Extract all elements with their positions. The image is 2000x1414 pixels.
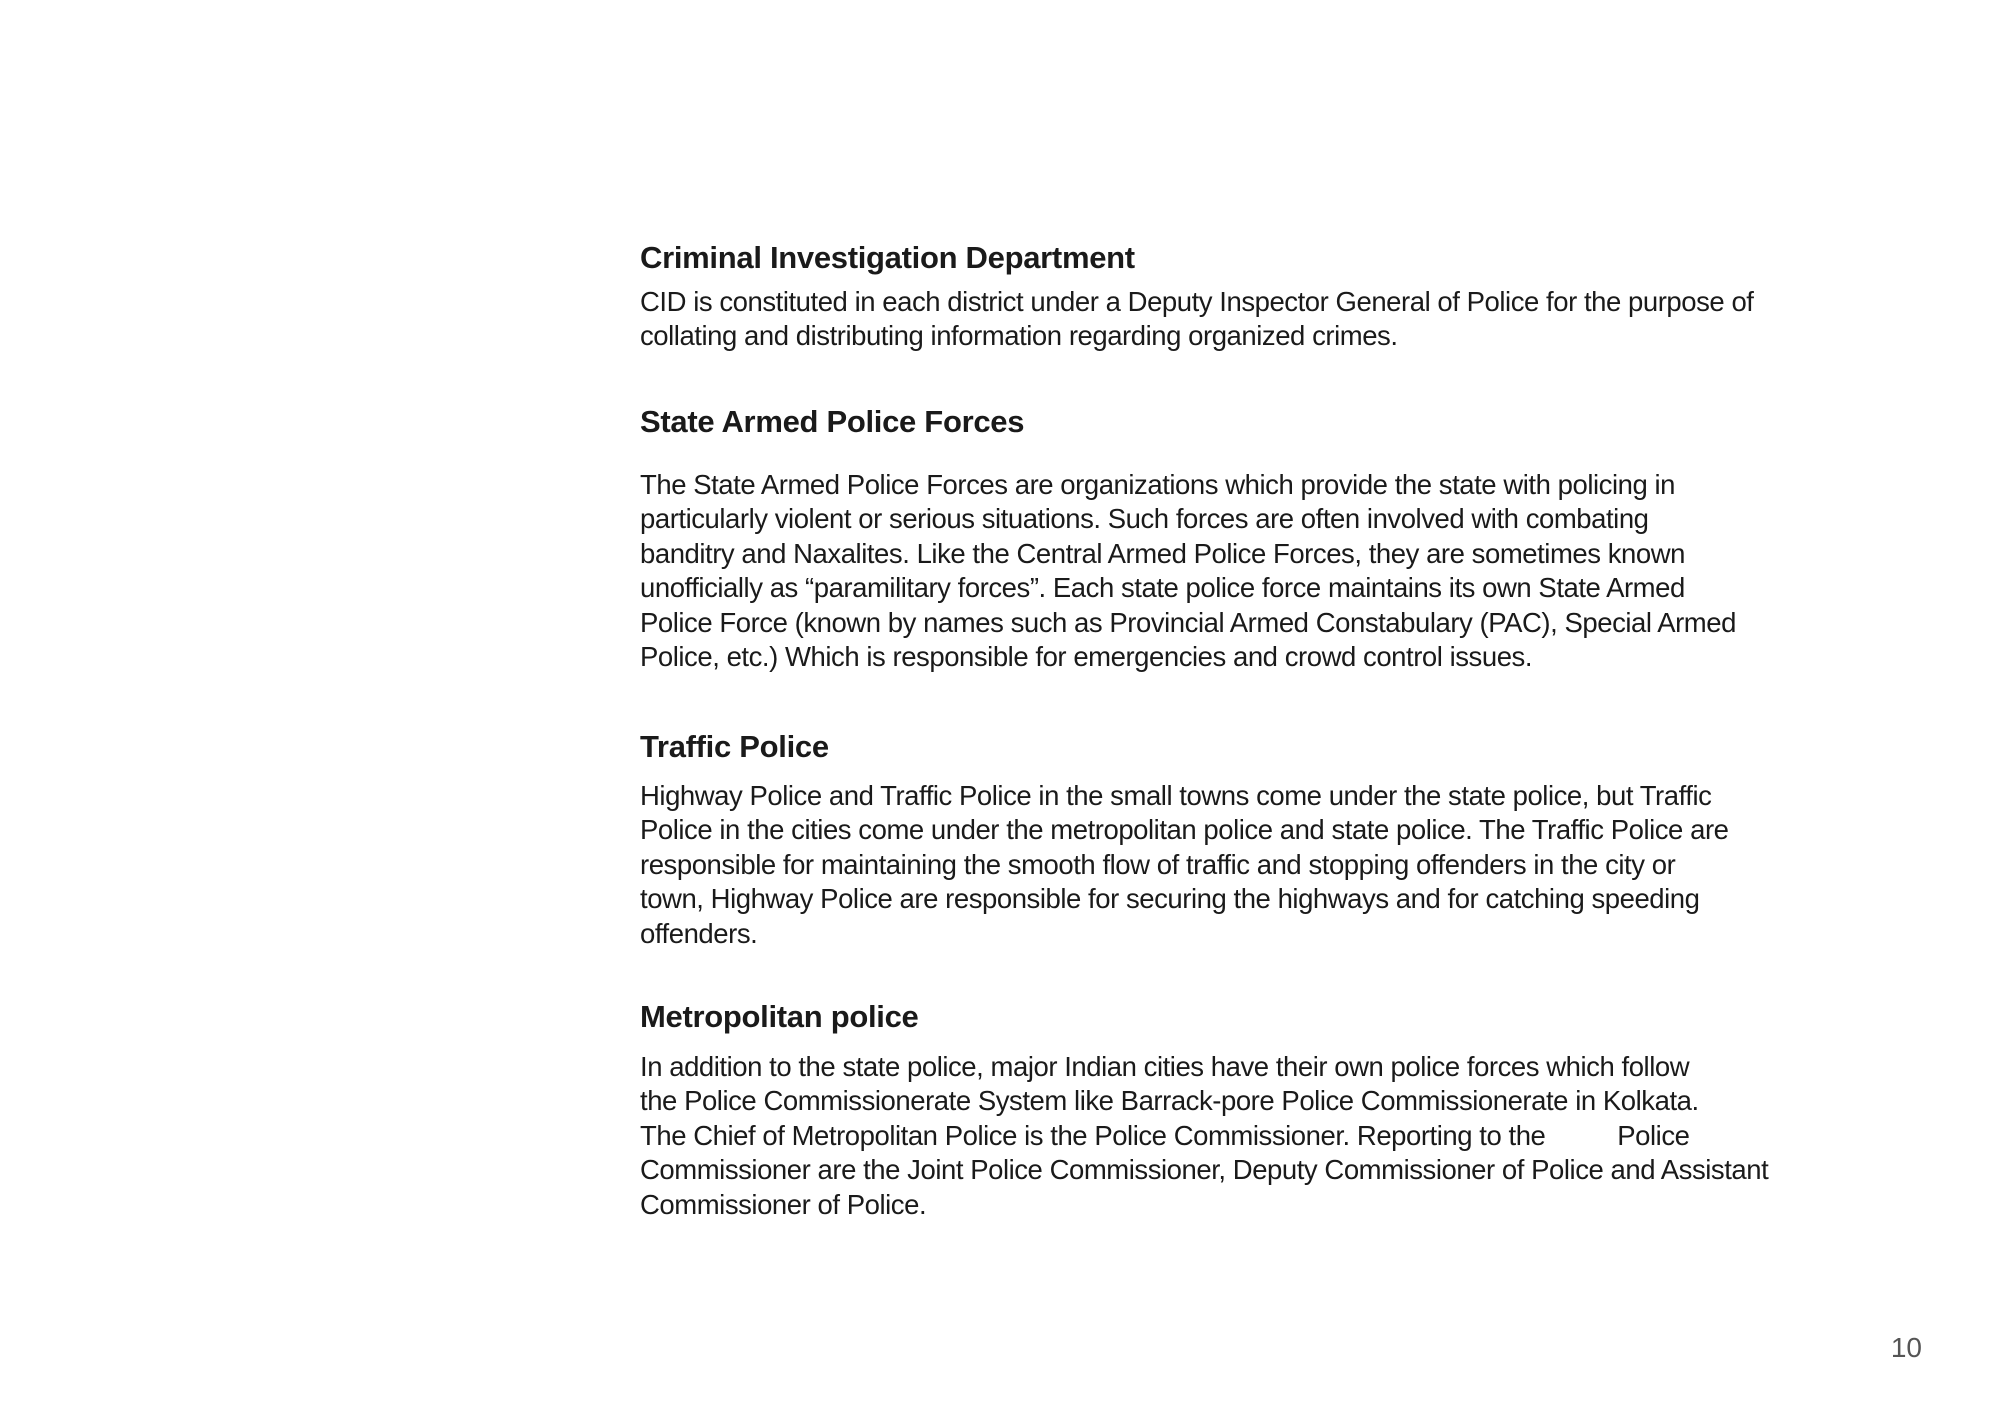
section-paragraph: [640, 468, 1880, 674]
paragraph-line: town, Highway Police are responsible for securing the highways and for catching speeding: [640, 883, 1700, 915]
section-heading: Metropolitan police: [640, 999, 919, 1034]
paragraph-line: particularly violent or serious situations. Such forces are often involved with combating: [640, 503, 1649, 535]
paragraph-line: banditry and Naxalites. Like the Central Armed Police Forces, they are sometimes known: [640, 537, 1685, 569]
section-traffic-police: [640, 727, 1880, 951]
paragraph-line: responsible for maintaining the smooth flow of traffic and stopping offenders in the city or: [640, 848, 1676, 880]
paragraph-line: Police in the cities come under the metropolitan police and state police. The Traffic Police are: [640, 814, 1729, 846]
paragraph-line: the Police Commissionerate System like Barrack-pore Police Commissionerate in Kolkata.: [640, 1085, 1699, 1117]
paragraph-line: Commissioner are the Joint Police Commissioner, Deputy Commissioner of Police and Assistant: [640, 1154, 1769, 1186]
paragraph-line: Commissioner of Police.: [640, 1188, 927, 1220]
page-number: 10: [1890, 1332, 1922, 1363]
section-metropolitan-police: [640, 997, 1880, 1222]
section-heading: State Armed Police Forces: [640, 404, 1025, 439]
paragraph-line: unofficially as “paramilitary forces”. Each state police force maintains its own State Armed: [640, 572, 1685, 604]
section-paragraph: [640, 1050, 1880, 1222]
paragraph-line: Police Force (known by names such as Provincial Armed Constabulary (PAC), Special Armed: [640, 606, 1736, 638]
section-paragraph: [640, 779, 1880, 951]
paragraph-line: The State Armed Police Forces are organizations which provide the state with policing in: [640, 469, 1675, 500]
paragraph-line: In addition to the state police, major Indian cities have their own police forces which follow: [640, 1051, 1690, 1082]
paragraph-line: The Chief of Metropolitan Police is the Police Commissioner. Reporting to the Police: [640, 1119, 1690, 1151]
section-criminal-investigation-department: [640, 238, 1880, 354]
section-heading: Criminal Investigation Department: [640, 240, 1135, 275]
paragraph-line: CID is constituted in each district under a Deputy Inspector General of Police for the purpose of: [640, 286, 1754, 317]
paragraph-line: offenders.: [640, 917, 758, 949]
paragraph-line: Highway Police and Traffic Police in the small towns come under the state police, but Traffic: [640, 780, 1712, 811]
paragraph-line: Police, etc.) Which is responsible for emergencies and crowd control issues.: [640, 641, 1533, 673]
section-state-armed-police-forces: [640, 402, 1880, 674]
section-paragraph: [640, 285, 1880, 354]
section-heading: Traffic Police: [640, 729, 829, 764]
paragraph-line: collating and distributing information regarding organized crimes.: [640, 320, 1398, 352]
